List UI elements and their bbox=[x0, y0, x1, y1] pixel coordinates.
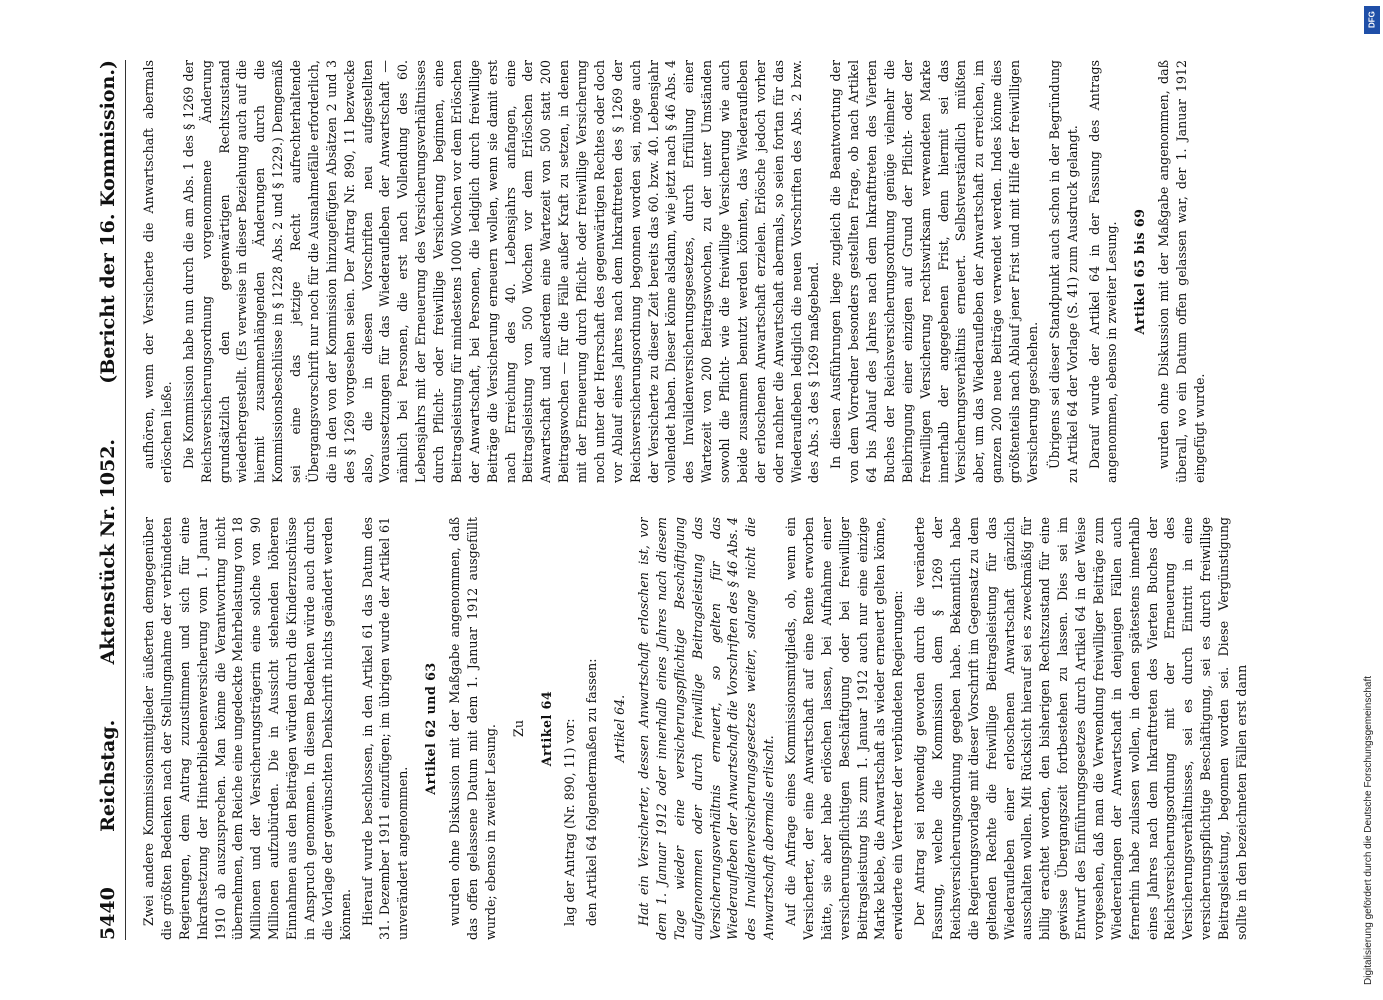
paragraph: aufhören, wenn der Versicherte die Anwartschaft abermals erlöschen ließe. bbox=[140, 60, 174, 483]
dfg-credit-text: Digitalisierung gefördert durch die Deutsche Forschungsgemeinschaft bbox=[1363, 675, 1374, 985]
section-heading: Artikel 65 bis 69 bbox=[1131, 208, 1147, 335]
section-heading-prefix: Zu bbox=[510, 720, 526, 737]
header-left-title: Reichstag. bbox=[96, 719, 119, 832]
paragraph: Hat ein Versicherter, dessen Anwartschaft erloschen ist, vor dem 1. Januar 1912 oder innerhalb eines Jahres nach diesem Tage wieder eine versicherungspflichtige Beschäftigung aufgenommen oder durch freiwillige Beitragsleistung das Versicherungsverhältnis erneuert, so gelten für das Wiederaufleben der Anwartschaft die Vorschriften des § 46 Abs. 4 des Invalidenversicherungsgesetzes weiter, solange nicht die Anwartschaft abermals erlischt. bbox=[635, 517, 776, 940]
header-center-title: Aktenstück Nr. 1052. bbox=[96, 438, 119, 665]
paragraph: Auf die Anfrage eines Kommissionsmitglieds, ob, wenn ein Versicherter, der eine Anwartschaft auf eine Rente erworben hätte, sie aber habe erlöschen lassen, bei Aufnahme einer versicherungspflichtigen Beschäftigung oder bei freiwilliger Beitragsleistung bis zum 1. Januar 1912 auch nur eine einzige Marke klebe, die Anwartschaft als wieder erneuert gelten könne, erwiderte ein Vertreter der verbündeten Regierungen: bbox=[782, 517, 905, 940]
header-right-title: (Bericht der 16. Kommission.) bbox=[96, 60, 119, 384]
article-heading: Artikel 64. bbox=[611, 694, 627, 763]
paragraph: wurden ohne Diskussion mit der Maßgabe angenommen, daß überall, wo ein Datum offen gelassen war, der 1. Januar 1912 eingefügt wurde. bbox=[1155, 60, 1207, 483]
section-heading: Artikel 64 bbox=[538, 690, 553, 767]
paragraph: Darauf wurde der Artikel 64 in der Fassung des Antrags angenommen, ebenso in zweiter Lesung. bbox=[1086, 60, 1119, 483]
page-header bbox=[97, 60, 126, 940]
paragraph: den Artikel 64 folgendermaßen zu fassen: bbox=[583, 658, 599, 926]
text-column-left bbox=[140, 517, 1290, 940]
paragraph: Zwei andere Kommissionsmitglieder äußerten demgegenüber die größten Bedenken nach der Stellungnahme der verbündeten Regierungen, dem Antrag zuzustimmen und sich für eine Inkraftsetzung der Hinterbliebenenversicherung vom 1. Januar 1910 ab auszusprechen. Man könne die Verantwortung nicht übernehmen, dem Reiche eine ungedeckte Mehrbelastung von 18 Millionen und der Versicherungsträgerin eine solche von 90 Millionen aufzubürden. Die in Aussicht stehenden höheren Einnahmen aus den Beiträgen würden durch die Kinderzuschüsse in Anspruch genommen. In diesem Bedenken würde auch durch die Vorlage der gewünschten Denkschrift nichts geändert werden können. bbox=[140, 517, 353, 940]
paragraph: Hierauf wurde beschlossen, in den Artikel 61 das Datum des 31. Dezember 1911 einzufügen; im übrigen wurde der Artikel 61 unverändert angenommen. bbox=[359, 517, 410, 940]
paragraph: lag der Antrag (Nr. 890, 11) vor: bbox=[561, 718, 577, 926]
paragraph: wurden ohne Diskussion mit der Maßgabe angenommen, daß das offen gelassene Datum mit dem 1. Januar 1912 ausgefüllt wurde; ebenso in zweiter Lesung. bbox=[446, 517, 498, 940]
document-page bbox=[42, 20, 1342, 980]
paragraph: Die Kommission habe nun durch die am Abs. 1 des § 1269 der Reichsversicherungsordnung vorgenommene Änderung grundsätzlich den gegenwärtigen Rechtszustand wiederhergestellt. (Es verweise in dieser Beziehung auch auf die hiermit zusammenhängenden Änderungen durch die Kommissionsbeschlüsse in § 1228 Abs. 2 und § 1229.) Demgemäß sei eine das jetzige Recht aufrechterhaltende Übergangsvorschrift nur noch für die Ausnahmefälle erforderlich, die in den von der Kommission hinzugefügten Absätzen 2 und 3 des § 1269 vorgesehen seien. Der Antrag Nr. 890, 11 bezwecke also, die in diesen Vorschriften neu aufgestellten Voraussetzungen für das Wiederaufleben der Anwartschaft — nämlich bei Personen, die erst nach Vollendung des 60. Lebensjahrs mit der Erneuerung des Versicherungsverhältnisses durch Pflicht- oder freiwillige Versicherung beginnen, eine Beitragsleistung für mindestens 1000 Wochen vor dem Erlöschen der Anwartschaft, bei Personen, die lediglich durch freiwillige Beiträge die Versicherung erneuern wollen, wenn sie damit erst nach Erreichung des 40. Lebensjahrs anfangen, eine Beitragsleistung von 500 Wochen vor dem Erlöschen der Anwartschaft und außerdem eine Wartezeit von 500 statt 200 Beitragswochen — für die Fälle außer Kraft zu setzen, in denen mit der Erneuerung durch Pflicht- oder freiwillige Versicherung noch unter der Herrschaft des gegenwärtigen Rechtes oder doch vor Ablauf eines Jahres nach dem Inkrafttreten des § 1269 der Reichsversicherungsordnung begonnen worden sei, möge auch der Versicherte zu dieser Zeit bereits das 60. bzw. 40. Lebensjahr vollendet haben. Dieser könne alsdann, wie jetzt nach § 46 Abs. 4 des Invalidenversicherungsgesetzes, durch Erfüllung einer Wartezeit von 200 Beitragswochen, zu der unter Umständen sowohl die Pflicht- wie die freiwillige Versicherung wie auch beide zusammen benutzt werden könnten, das Wiederaufleben der erloschenen Anwartschaft erzielen. Erlösche jedoch vorher oder nachher die Anwartschaft abermals, so seien fortan für das Wiederaufleben lediglich die neuen Vorschriften des Abs. 2 bzw. des Abs. 3 des § 1269 maßgebend. bbox=[180, 60, 821, 483]
page-number: 5440 bbox=[96, 887, 119, 940]
dfg-sidebar bbox=[1361, 0, 1383, 1000]
section-heading: Artikel 62 und 63 bbox=[422, 662, 438, 795]
paragraph: In diesen Ausführungen liege zugleich die Beantwortung der von dem Vorredner besonders gestellten Frage, ob nach Artikel 64 bis Ablauf des Jahres nach dem Inkrafttreten des Vierten Buches der Reichsversicherungsordnung genüge vielmehr die Beibringung einer einzigen auf Grund der Pflicht- oder der freiwilligen Versicherung rechtswirksam verwendeten Marke innerhalb der angegebenen Frist, denn hiermit sei das Versicherungsverhältnis erneuert. Selbstverständlich müßten aber, um das Wiederaufleben der Anwartschaft zu erreichen, im ganzen 200 neue Beiträge verwendet werden. Indes könne dies größtenteils nach Ablauf jener Frist und mit Hilfe der freiwilligen Versicherung geschehen. bbox=[827, 60, 1040, 483]
paragraph: Übrigens sei dieser Standpunkt auch schon in der Begründung zu Artikel 64 der Vorlage (S. 41) zum Ausdruck gelangt. bbox=[1046, 60, 1080, 483]
dfg-logo: DFG bbox=[1364, 6, 1380, 34]
text-column-right bbox=[140, 60, 1290, 483]
paragraph: Der Antrag sei notwendig geworden durch die veränderte Fassung, welche die Kommission dem § 1269 der Reichsversicherungsordnung gegeben habe. Bekanntlich habe die Regierungsvorlage mit dieser Vorschrift im Gegensatz zu dem geltenden Rechte die freiwillige Beitragsleistung für das Wiederaufleben einer erloschenen Anwartschaft gänzlich ausschalten wollen. Mit Rücksicht hierauf sei es zweckmäßig für billig erachtet worden, den bisherigen Rechtszustand für eine gewisse Übergangszeit fortbestehen zu lassen. Dies sei im Entwurf des Einführungsgesetzes durch Artikel 64 in der Weise vorgesehen, daß man die Verwendung freiwilliger Beiträge zum Wiedererlangen der Anwartschaft in denjenigen Fällen auch fernerhin habe zulassen wollen, in denen spätestens innerhalb eines Jahres nach dem Inkrafttreten des Vierten Buches der Reichsversicherungsordnung mit der Erneuerung des Versicherungsverhältnisses, sei es durch Eintritt in eine versicherungspflichtige Beschäftigung, sei es durch freiwillige Beitragsleistung, begonnen worden sei. Diese Vergünstigung sollte in den bezeichneten Fällen erst dann bbox=[911, 517, 1249, 940]
